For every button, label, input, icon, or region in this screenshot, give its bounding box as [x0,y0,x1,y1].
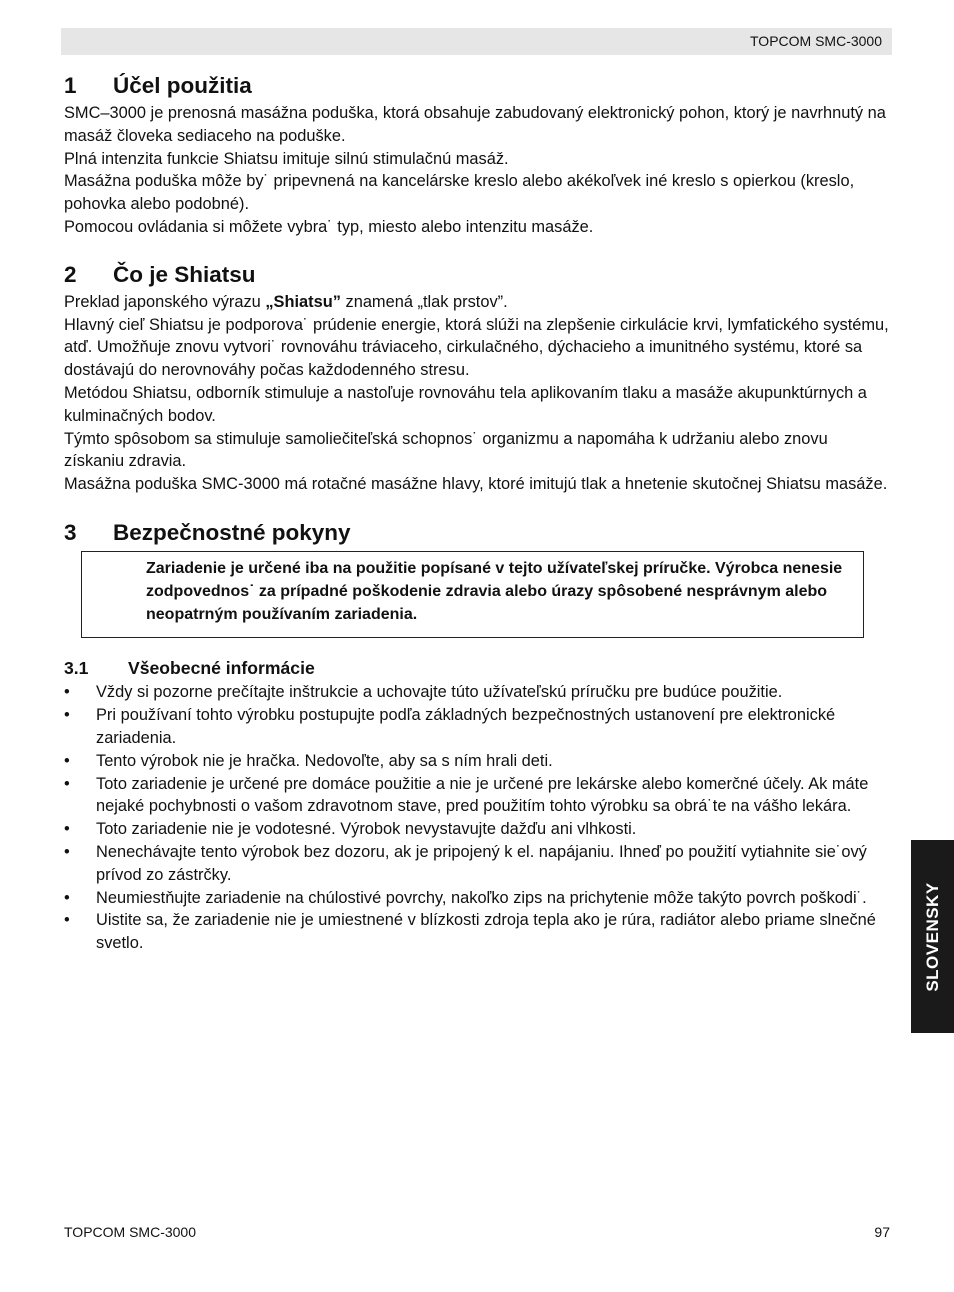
intro-text: Preklad japonského výrazu [64,292,266,311]
header-product-name: TOPCOM SMC-3000 [750,33,882,49]
language-label: SLOVENSKY [922,881,942,992]
paragraph: Hlavný cieľ Shiatsu je podporova˙ prúdenie energie, ktorá slúži na zlepšenie cirkulácie krvi, lymfatického systému, atď. Umožňuje znovu vytvori˙ rovnováhu tráviaceho, cirkulačného, dýchacieho a imunitného systému, ktoré sa dostávajú do nerovnováhy počas každodenného stresu. [64,315,889,380]
intro-text: znamená „tlak prstov”. [340,292,508,311]
paragraph: SMC–3000 je prenosná masážna poduška, ktorá obsahuje zabudovaný elektronický pohon, ktorý je navrhnutý na masáž človeka sediaceho na poduške. [64,104,886,145]
section-number: 3 [64,519,77,545]
page-content [64,70,890,955]
paragraph: Masážna poduška môže by˙ pripevnená na kancelárske kreslo alebo akékoľvek iné kreslo s opierkou (kreslo, pohovka alebo podobné). [64,172,855,214]
bullet: • [64,706,70,725]
paragraph: Plná intenzita funkcie Shiatsu imituje silnú stimulačnú masáž. [64,149,509,168]
bullet: • [64,683,70,702]
subsection-number: 3.1 [64,658,89,679]
bullet: • [64,751,70,770]
subsection-title: Všeobecné informácie [128,658,315,679]
section-2-heading [64,259,890,291]
paragraph: Pomocou ovládania si môžete vybra˙ typ, miesto alebo intenzitu masáže. [64,217,594,236]
safety-notice-box: Zariadenie je určené iba na použitie popísané v tejto užívateľskej príručke. Výrobca nenesie zodpovednos˙ za prípadné poškodenie zdravia alebo úrazy spôsobené nesprávnym alebo neopatrným používaním zariadenia. [81,551,864,638]
section-title: Účel použitia [113,73,252,98]
intro-term: „Shiatsu” [265,292,341,311]
bullet: • [64,774,70,793]
bullet: • [64,820,70,839]
paragraph: Masážna poduška SMC-3000 má rotačné masážne hlavy, ktoré imitujú tlak a hnetenie skutočnej Shiatsu masáže. [64,475,888,494]
section-number: 2 [64,261,77,287]
page-header [61,28,892,55]
list-item: • Toto zariadenie je určené pre domáce použitie a nie je určené pre lekárske alebo komerčné účely. Ak máte nejaké pochybnosti o vašom zdravotnom stave, pred použitím tohto výrobku sa obrá˙te na vášho lekára. [64,773,890,819]
list-item: • Neumiestňujte zariadenie na chúlostivé povrchy, nakoľko zips na prichytenie môže takýto povrch poškodi˙. [64,887,890,910]
paragraph-intro [64,291,890,314]
list-item: • Uistite sa, že zariadenie nie je umiestnené v blízkosti zdroja tepla ako je rúra, radiátor alebo priame slnečné svetlo. [64,909,890,955]
list-item: • Pri používaní tohto výrobku postupujte podľa základných bezpečnostných ustanovení pre elektronické zariadenia. [64,704,890,750]
section-1-heading [64,70,890,102]
section-number: 1 [64,73,77,98]
bullet: • [64,911,70,930]
language-side-tab [911,840,954,1033]
page-number: 97 [874,1224,890,1240]
list-item: • Toto zariadenie nie je vodotesné. Výrobok nevystavujte dažďu ani vlhkosti. [64,818,890,841]
list-item: • Nenechávajte tento výrobok bez dozoru, ak je pripojený k el. napájaniu. Ihneď po použití vytiahnite sie˙ový prívod zo zástrčky. [64,841,890,887]
bullet: • [64,888,70,907]
list-item: • Tento výrobok nie je hračka. Nedovoľte, aby sa s ním hrali deti. [64,750,890,773]
paragraph: Metódou Shiatsu, odborník stimuluje a nastoľuje rovnováhu tela aplikovaním tlaku a masáže akupunktúrnych a kulminačných bodov. [64,383,867,425]
section-3-heading [64,517,890,549]
bullet: • [64,842,70,861]
section-title: Čo je Shiatsu [113,261,256,287]
safety-bullet-list [64,681,890,955]
footer-product-name: TOPCOM SMC-3000 [64,1224,196,1240]
list-item: • Vždy si pozorne prečítajte inštrukcie a uchovajte túto užívateľskú príručku pre budúce použitie. [64,681,890,704]
section-title: Bezpečnostné pokyny [113,519,351,545]
subsection-3-1-heading [64,655,890,681]
paragraph: Týmto spôsobom sa stimuluje samoliečiteľská schopnos˙ organizmu a napomáha k udržaniu alebo znovu získaniu zdravia. [64,429,828,471]
